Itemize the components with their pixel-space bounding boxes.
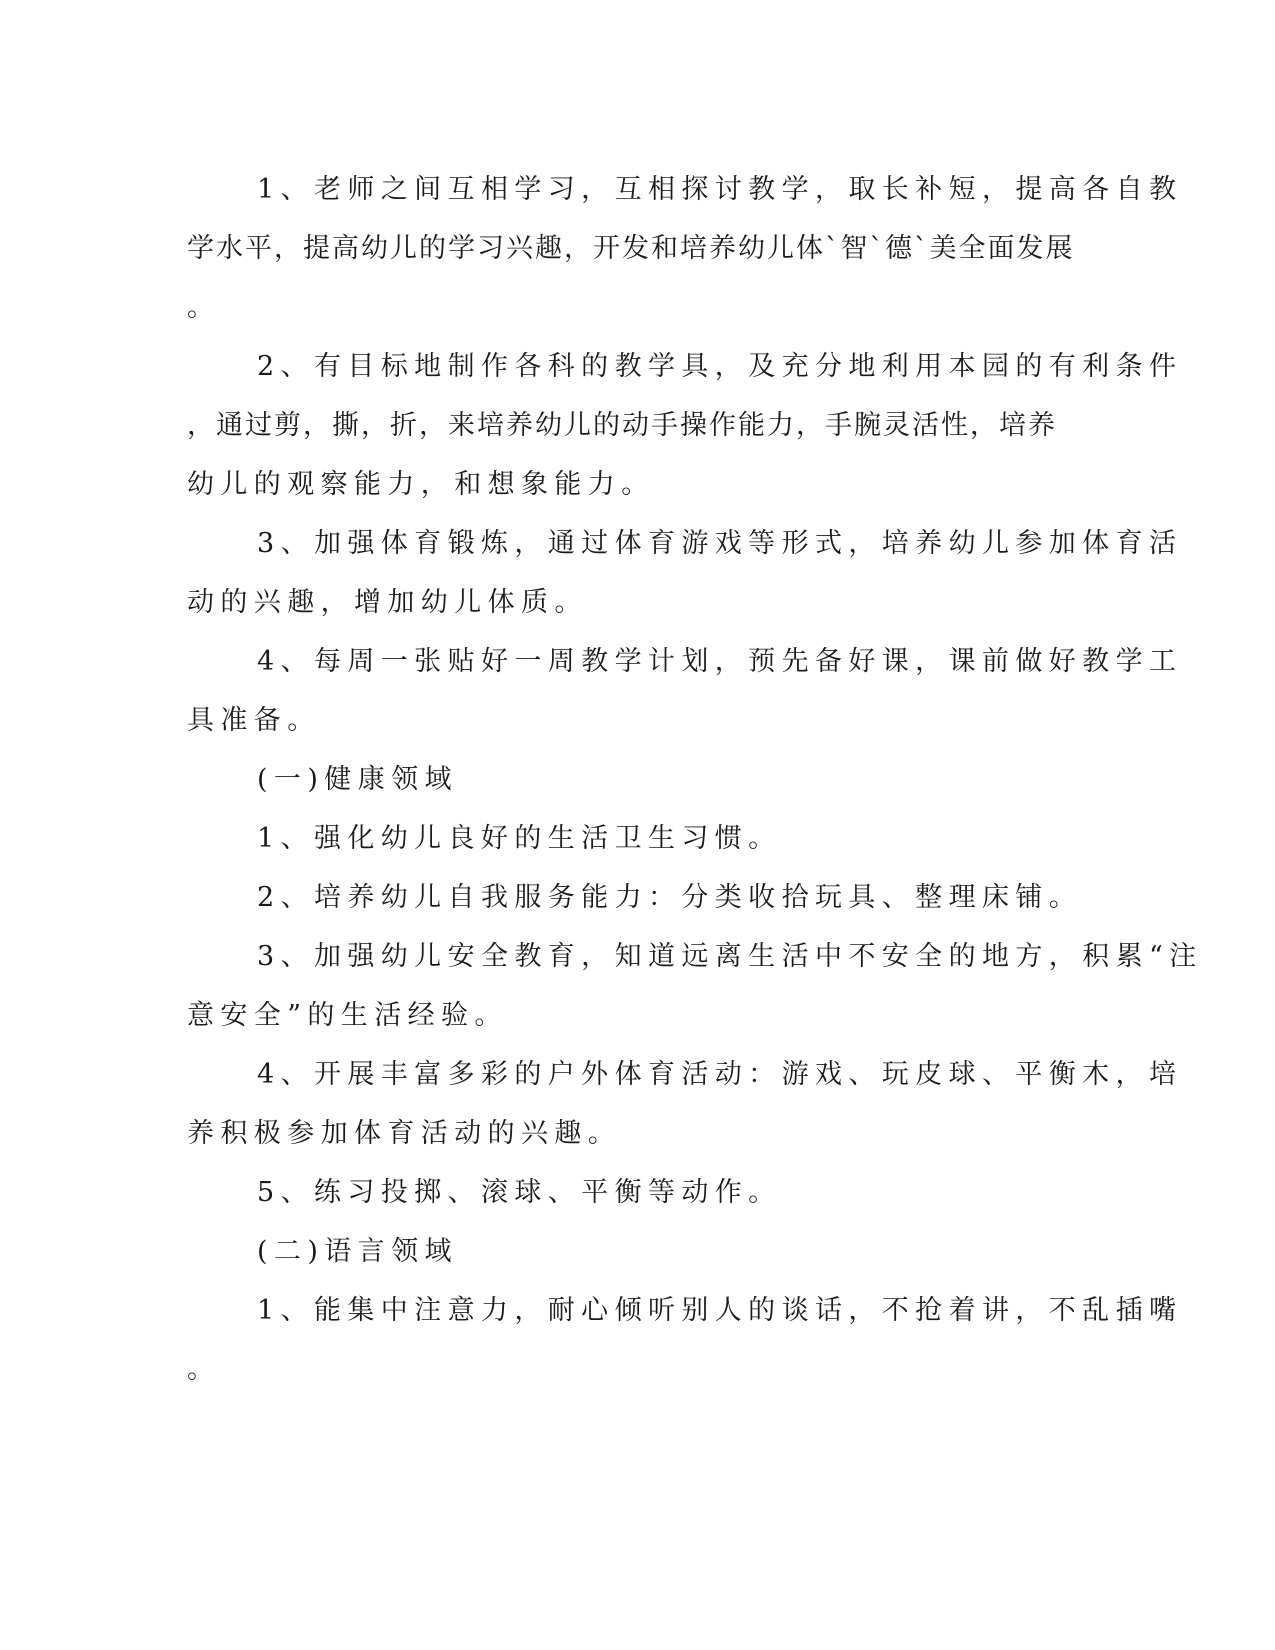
paragraph-2-line-2: ，通过剪，撕，折，来培养幼儿的动手操作能力，手腕灵活性，培养 [187, 410, 1057, 441]
health-item-4-line-2: 养积极参加体育活动的兴趣。 [187, 1118, 622, 1149]
health-item-1: 1、强化幼儿良好的生活卫生习惯。 [257, 823, 782, 854]
section-heading-health: (一)健康领域 [257, 764, 458, 795]
language-item-1-line-2: 。 [187, 1354, 221, 1385]
health-item-3-line-1: 3、加强幼儿安全教育，知道远离生活中不安全的地方，积累“注 [257, 941, 1203, 972]
section-heading-language: (二)语言领域 [257, 1236, 458, 1267]
health-item-4-line-1: 4、开展丰富多彩的户外体育活动：游戏、玩皮球、平衡木，培 [257, 1059, 1183, 1090]
paragraph-1-line-3: 。 [187, 292, 221, 323]
paragraph-1-line-2: 学水平，提高幼儿的学习兴趣，开发和培养幼儿体`智`德`美全面发展 [187, 233, 1075, 264]
paragraph-3-line-2: 动的兴趣，增加幼儿体质。 [187, 587, 588, 618]
paragraph-2-line-3: 幼儿的观察能力，和想象能力。 [187, 469, 655, 500]
paragraph-4-line-2: 具准备。 [187, 705, 321, 736]
health-item-3-line-2: 意安全”的生活经验。 [187, 1000, 508, 1031]
paragraph-3-line-1: 3、加强体育锻炼，通过体育游戏等形式，培养幼儿参加体育活 [257, 528, 1183, 559]
health-item-2: 2、培养幼儿自我服务能力：分类收拾玩具、整理床铺。 [257, 882, 1083, 913]
language-item-1-line-1: 1、能集中注意力，耐心倾听别人的谈话，不抢着讲，不乱插嘴 [257, 1295, 1183, 1326]
paragraph-2-line-1: 2、有目标地制作各科的教学具，及充分地利用本园的有利条件 [257, 351, 1183, 382]
paragraph-1-line-1: 1、老师之间互相学习，互相探讨教学，取长补短，提高各自教 [257, 174, 1183, 205]
paragraph-4-line-1: 4、每周一张贴好一周教学计划，预先备好课，课前做好教学工 [257, 646, 1183, 677]
health-item-5: 5、练习投掷、滚球、平衡等动作。 [257, 1177, 782, 1208]
